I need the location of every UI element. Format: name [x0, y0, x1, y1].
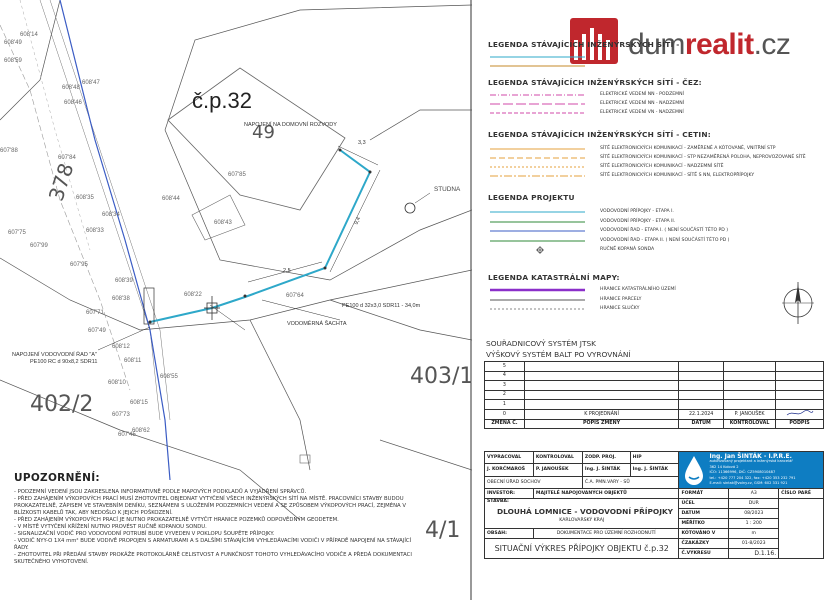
height-point: 607'75 [8, 230, 26, 236]
legend-item-label: SÍTĚ ELEKTRONICKÝCH KOMUNIKACÍ - ZAMĚŘENÉ A KÓTOVANÉ, VNITŘNÍ STP [600, 146, 776, 151]
height-point: 608'38 [112, 296, 130, 302]
warning-item: PROKAZATELNĚ, ZÁPISEM VE STAVEBNÍM DENÍKU, SEZNÁMENI S ULOŽENÍM PODZEMNÍCH VEDENÍ A SE ZPŮSOBEM VÝKOPOVÝCH PRACÍ, ZEJMÉNA V [14, 503, 406, 509]
height-point: 608'43 [214, 220, 232, 226]
legend-title: LEGENDA STÁVAJÍCÍCH INŽENÝRSKÝCH SÍTÍ - CETIN: [488, 130, 711, 139]
firm-logo-icon [679, 453, 709, 487]
warning-item: - ZHOTOVITEL PŘI PŘEDÁNÍ STAVBY PROKÁŽE PROTOKOLÁRNĚ CELISTVOST A FUNKČNOST TOHOTO VYHLEDÁVACÍHO VODIČE A PŘEDÁ DOKUMENTACI [14, 552, 412, 558]
height-point: 608'35 [76, 195, 94, 201]
warning-item: - SIGNALIZAČNÍ VODIČ PRO VODOVODNÍ POTRUBÍ BUDE VYVEDEN V POKLOPU ŠOUPĚTE PŘÍPOJKY. [14, 531, 275, 537]
height-point: 608'14 [20, 32, 38, 38]
legend-item-label: HRANICE SLUČKY [600, 306, 640, 311]
legend-line-symbol [490, 154, 585, 162]
legend-item [488, 208, 828, 216]
legend-item-label: VODOVODNÍ PŘÍPOJKY - ETAPA II. [600, 218, 676, 224]
warning-item: - VODIČ NYY-O 1X4 mm² BUDE VODIVĚ PROPOJEN S ARMATURAMI A S DALŠÍMI STÁVAJÍCÍMI VYHLEDÁVACÍMI VODIČI V PŘÍPADĚ NAPOJENÍ NA STÁVAJÍCÍ [14, 538, 412, 544]
dimension-label: 9,4 [353, 216, 363, 226]
revision-row: 3 [485, 381, 824, 391]
height-point: 608'46 [64, 100, 82, 106]
main-connection-spec: PE100 RC d 90x8,2 SDR11 [30, 359, 98, 365]
parcel-378-label: 378 [43, 160, 79, 204]
height-point: 608'59 [4, 58, 22, 64]
meter-shaft-symbol [204, 296, 220, 320]
legend-item-label: ELEKTRICKÉ VEDENÍ VN - NADZEMNÍ [600, 110, 684, 115]
height-point: 608'15 [130, 400, 148, 406]
legend-title: LEGENDA STÁVAJÍCÍCH INŽENÝRSKÝCH SÍTÍ - [488, 40, 680, 49]
warning-item: - PŘED ZAHÁJENÍM VÝKOPOVÝCH PRACÍ JE NUTNO PROKAZATELNĚ VYTYČIT HRANICE POZEMKŮ ODPOVĚDNÝM GEODETEM. [14, 517, 339, 523]
project-title: DLOUHÁ LOMNICE - VODOVODNÍ PŘÍPOJKY [497, 507, 674, 516]
warning-item: - V MÍSTĚ VYTYČENÍ KŘÍŽENÍ NUTNO PROVÉST RUČNĚ KOPANOU SONDU. [14, 524, 207, 530]
height-point: 608'48 [62, 85, 80, 91]
legend-item-label: VODOVODNÍ ŘAD - ETAPA II. ( NENÍ SOUČÁSTÍ TÉTO PD ) [600, 237, 730, 243]
legend-line-symbol [490, 145, 585, 153]
legend-item [488, 163, 828, 171]
parcel-boundaries [0, 0, 472, 520]
legend-item [488, 145, 828, 153]
height-point: 608'49 [4, 40, 22, 46]
pipe-spec-label: PE100 d 32x3,0 SDR11 - 34,0m [342, 303, 421, 309]
legend-line-symbol [490, 208, 585, 216]
parcel-403-1-label: 403/1 [410, 364, 474, 389]
height-point: 607'73 [112, 412, 130, 418]
legend-item [488, 237, 828, 245]
legend-item [488, 172, 828, 180]
well-label: STUDNA [434, 186, 461, 193]
title-block: VYPRACOVAL KONTROLOVAL ZODP. PROJ. HIP Ing. Jan ŠINTÁK - I.P.R.E. autorizovaný projektant a inženýrská kancelář 362 14 Kolová 2 IČO: 11366996, DIČ: CZ5908010487 tel.: +420 777 204 322, fax: +420 353 232 791 E-mail: sintak@volny.cz, GSM: 602 331 921 J. KORČMAROŠ P. JANOUŠEK Ing. J. ŠINTÁK Ing. J. ŠINTÁK OBECNÍ ÚŘAD SOCHOV Č.A. PMN.VARY - SŮ INVESTOR: MAJITELÉ NAPOJOVANÝCH OBJEKTŮ FORMÁT A3 ČÍSLO PARÉ STAVBA: DLOUHÁ LOMNICE - VODOVODNÍ PŘÍPOJKY KARLOVARSKÝ KRAJ ÚČEL DUR DATUM 08/2023 MĚŘÍTKO 1 : 200 OBSAH: DOKUMENTACE PRO ÚZEMNÍ ROZHODNUTÍ KÓTOVÁNO V m SITUAČNÍ VÝKRES PŘÍPOJKY OBJEKTU č.p.32 ČZAKÁZKY 01-8/2023 Č.VÝKRESU D.1.16. [484, 451, 824, 559]
height-point: 607'49 [88, 328, 106, 334]
parcel-4-1-label: 4/1 [425, 518, 461, 543]
legend-item-label: ELEKTRICKÉ VEDENÍ NN - PODZEMNÍ [600, 92, 684, 97]
legend-line-symbol [490, 237, 585, 245]
legend-line-symbol [490, 91, 585, 99]
coordinate-system: SOUŘADNICOVÝ SYSTÉM JTSK [486, 339, 597, 348]
dimension-label: 2,5 [283, 268, 291, 274]
height-point: 607'88 [0, 148, 18, 154]
meter-shaft-label: VODOMĚRNÁ ŠACHTA [287, 321, 347, 327]
legend-line-symbol [490, 296, 585, 304]
height-point: 607'95 [70, 262, 88, 268]
warning-item: ŘADY. [14, 545, 29, 551]
height-point: 607'64 [286, 293, 304, 299]
revision-table [484, 361, 824, 429]
north-arrow-icon [778, 280, 818, 326]
height-point: 608'10 [108, 380, 126, 386]
height-point: 607'85 [228, 172, 246, 178]
revision-row: 4 [485, 371, 824, 381]
legend-item [488, 100, 828, 108]
revision-header: ZMĚNA Č. POPIS ZMĚNY DATUM KONTROLOVAL PODPIS [485, 419, 824, 429]
legend-item [488, 109, 828, 117]
connection-house-label: NAPOJENÍ NA DOMOVNÍ ROZVODY [244, 122, 337, 128]
warning-title: UPOZORNĚNÍ: [14, 472, 100, 484]
legend-item [488, 246, 828, 254]
legend-item [488, 227, 828, 235]
legend-line-symbol [490, 286, 585, 294]
height-point: 608'55 [160, 374, 178, 380]
house-number-label: č.p.32 [192, 88, 252, 113]
warning-item: - PŘED ZAHÁJENÍM VÝKOPOVÝCH PRACÍ MUSÍ ZHOTOVITEL OBJEDNAT VYTYČENÍ VŠECH INŽENÝRSKÝCH SÍTÍ NA MÍSTĚ. PRACOVNÍCI STAVBY BUDOU [14, 496, 404, 502]
logo-text: dumrealit.cz [628, 28, 791, 61]
legend-item-label: SÍTĚ ELEKTRONICKÝCH KOMUNIKACÍ - SÍTĚ S NN, ELEKTROPŘÍPOJKY [600, 173, 755, 178]
legend-item [488, 305, 828, 313]
height-point: 608'34 [102, 212, 120, 218]
main-connection-label: NAPOJENÍ VODOVODNÍ ŘAD "A" [12, 352, 97, 358]
legend-item-label: SÍTĚ ELEKTRONICKÝCH KOMUNIKACÍ - STP NEZAMĚŘENÁ POLOHA, NEPROVOZOVANÉ SÍTĚ [600, 155, 806, 160]
legend-item [488, 286, 828, 294]
legend-title: LEGENDA PROJEKTU [488, 193, 575, 202]
legend-item-label: RUČNĚ KOPANÁ SONDA [600, 247, 655, 252]
legend-line-symbol [490, 100, 585, 108]
legend-item [488, 91, 828, 99]
legend-item-label: ELEKTRICKÉ VEDENÍ NN - NADZEMNÍ [600, 101, 685, 106]
height-point: 607'45 [118, 432, 136, 438]
parcel-402-2-label: 402/2 [30, 392, 94, 417]
revision-row: 2 [485, 390, 824, 400]
legend-line-symbol [490, 172, 585, 180]
height-point: 608'11 [124, 358, 142, 364]
legend-item [488, 218, 828, 226]
legend-line-symbol [490, 163, 585, 171]
height-point: 608'33 [86, 228, 104, 234]
height-point: 608'39 [115, 278, 133, 284]
legend-line-symbol [490, 246, 585, 254]
legend-item-label: SÍTĚ ELEKTRONICKÝCH KOMUNIKACÍ - NADZEMNÍ SÍTĚ [600, 164, 724, 169]
warning-item: SKUTEČNÉHO VYHOTOVENÍ. [14, 559, 89, 565]
well-symbol [405, 203, 415, 213]
dimension-label: 3,3 [358, 140, 366, 146]
legend-title: LEGENDA KATASTRÁLNÍ MAPY: [488, 273, 620, 282]
legend-line-symbol [490, 109, 585, 117]
drawing-title: SITUAČNÍ VÝKRES PŘÍPOJKY OBJEKTU č.p.32 [485, 539, 679, 559]
warning-notes [14, 472, 469, 566]
firm-stamp: Ing. Jan ŠINTÁK - I.P.R.E. autorizovaný projektant a inženýrská kancelář 362 14 Kolová 2 IČO: 11366996, DIČ: CZ5908010487 tel.: +420 777 204 322, fax: +420 353 232 791 E-mail: sintak@volny.cz, GSM: 602 331 921 [679, 452, 824, 489]
legend-line-symbol [490, 227, 585, 235]
warning-item: - PODZEMNÍ VEDENÍ JSOU ZAKRESLENA INFORMATIVNĚ PODLE MAPOVÝCH PODKLADŮ A VYJÁDŘENÍ SPRÁVCŮ. [14, 489, 307, 495]
legend-item-label: HRANICE KATASTRÁLNÍHO ÚZEMÍ [600, 287, 676, 292]
height-system: VÝŠKOVÝ SYSTÉM BALT PO VYROVNÁNÍ [486, 350, 631, 359]
signature-icon [785, 410, 815, 417]
legend-item-label: VODOVODNÍ PŘÍPOJKY - ETAPA I. [600, 209, 674, 214]
drawing-number: D.1.16. [729, 549, 779, 559]
height-point: 608'12 [112, 344, 130, 350]
legend-item [488, 296, 828, 304]
legend-item [488, 154, 828, 162]
height-point: 608'22 [184, 292, 202, 298]
height-point: 608'47 [82, 80, 100, 86]
revision-row: 5 [485, 362, 824, 372]
legend-title: LEGENDA STÁVAJÍCÍCH INŽENÝRSKÝCH SÍTÍ - ČEZ: [488, 78, 702, 87]
parcel-49-label: 49 [252, 122, 275, 143]
revision-row: 0 K PROJEDNÁNÍ 22.1.2024 P. JANOUŠEK [485, 409, 824, 419]
revision-row: 1 [485, 400, 824, 410]
warning-item: BLÍZKOSTI KABELŮ TAK, ABY NEDOŠLO K JEJICH POŠKOZENÍ. [14, 510, 173, 516]
connection-pipe [150, 150, 370, 322]
height-point: 608'62 [132, 428, 150, 434]
legend-item-label: VODOVODNÍ ŘAD - ETAPA I. ( NENÍ SOUČÁSTÍ TÉTO PD ) [600, 228, 729, 233]
height-point: 607'71 [86, 310, 104, 316]
height-point: 607'84 [58, 155, 76, 161]
legend-line-symbol [490, 305, 585, 313]
height-point: 607'99 [30, 243, 48, 249]
legend-line-symbol [490, 218, 585, 226]
height-point: 608'44 [162, 196, 180, 202]
legend-item-label: HRANICE PARCELY [600, 296, 642, 302]
